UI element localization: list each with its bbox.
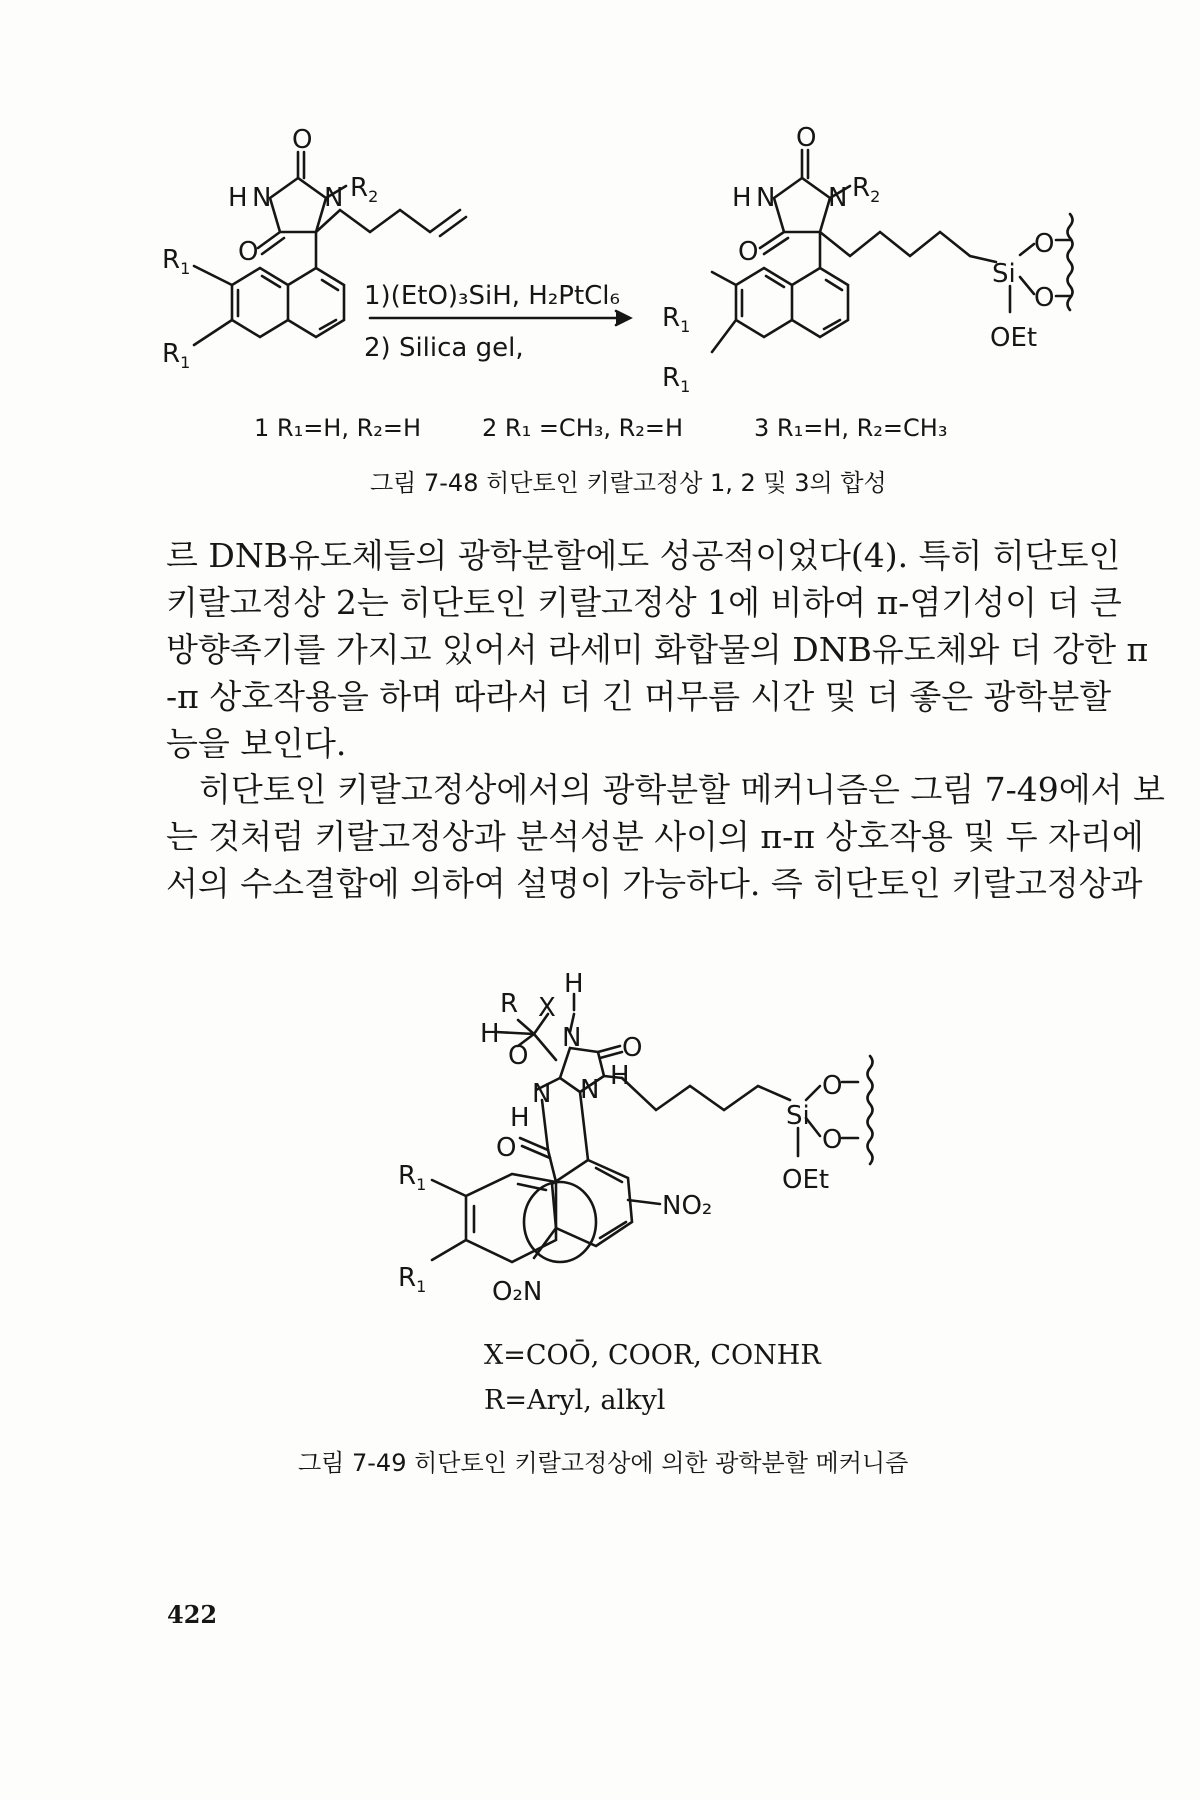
text-line: 서의 수소결합에 의하여 설명이 가능하다. 즉 히단토인 키랄고정상과 <box>166 864 1143 903</box>
x-definition: X=COŌ, COOR, CONHR <box>484 1340 821 1371</box>
compound-2-definition: 2 R₁ =CH₃, R₂=H <box>482 414 684 442</box>
text-line: 히단토인 키랄고정상에서의 광학분할 메커니즘은 그림 7-49에서 보 <box>166 770 1165 809</box>
r1-label: $R_1$ <box>662 303 691 336</box>
oxygen-atom: O <box>1034 229 1055 259</box>
compound-3-definition: 3 R₁=H, R₂=CH₃ <box>754 414 948 442</box>
oxygen-atom: O <box>496 1133 517 1163</box>
text-line: 르 DNB유도체들의 광학분할에도 성공적이었다(4). 특히 히단토인 <box>166 536 1121 575</box>
scheme-7-48 <box>0 0 1200 520</box>
nitrogen-atom: N <box>324 183 344 213</box>
text-line: -π 상호작용을 하며 따라서 더 긴 머무름 시간 및 더 좋은 광학분할 <box>166 677 1112 716</box>
r1-label: $R_1$ <box>398 1161 427 1194</box>
r2-label: $R_2$ <box>350 173 379 206</box>
reagent-step-1: 1)(EtO)₃SiH, H₂PtCl₆ <box>364 281 620 311</box>
ethoxy-group: OEt <box>782 1165 830 1195</box>
scheme-7-49 <box>0 960 1200 1380</box>
nitro-group: O₂N <box>492 1277 543 1307</box>
oxygen-atom: O <box>822 1071 843 1101</box>
oxygen-atom: O <box>622 1033 643 1063</box>
text-line: 는 것처럼 키랄고정상과 분석성분 사이의 π-π 상호작용 및 두 자리에 <box>166 817 1144 856</box>
oxygen-atom: O <box>796 123 817 153</box>
silicon-atom: Si <box>786 1101 810 1131</box>
hydrogen-atom: H <box>228 183 248 213</box>
hydrogen-atom: H <box>510 1103 530 1133</box>
figure-caption-7-49: 그림 7-49 히단토인 키랄고정상에 의한 광학분할 메커니즘 <box>298 1449 909 1477</box>
nitrogen-atom: N <box>580 1075 600 1105</box>
hydrogen-atom: H <box>564 969 584 999</box>
text-line: 능을 보인다. <box>166 724 347 763</box>
oxygen-atom: O <box>292 125 313 155</box>
nitrogen-atom: N <box>532 1079 552 1109</box>
nitrogen-atom: N <box>828 183 848 213</box>
paragraph-1 <box>166 532 1149 767</box>
ethoxy-group: OEt <box>990 323 1038 353</box>
oxygen-atom: O <box>508 1041 529 1071</box>
oxygen-atom: O <box>822 1125 843 1155</box>
nitrogen-atom: N <box>562 1023 582 1053</box>
r1-label: $R_1$ <box>162 245 191 278</box>
text-line: 키랄고정상 2는 히단토인 키랄고정상 1에 비하여 π-염기성이 더 큰 <box>166 583 1122 622</box>
r1-label: $R_1$ <box>398 1263 427 1296</box>
page-number: 422 <box>167 1600 218 1629</box>
compound-1-definition: 1 R₁=H, R₂=H <box>254 414 422 442</box>
oxygen-atom: O <box>1034 283 1055 313</box>
silicon-atom: Si <box>992 259 1016 289</box>
oxygen-atom: O <box>238 237 259 267</box>
nitro-group: NO₂ <box>662 1191 713 1221</box>
text-line: 방향족기를 가지고 있어서 라세미 화합물의 DNB유도체와 더 강한 π <box>166 630 1149 669</box>
hydrogen-atom: H <box>610 1061 630 1091</box>
x-group-label: X <box>538 993 556 1023</box>
hydrogen-atom: H <box>732 183 752 213</box>
figure-caption-7-48: 그림 7-48 히단토인 키랄고정상 1, 2 및 3의 합성 <box>370 469 887 497</box>
nitrogen-atom: N <box>252 183 272 213</box>
oxygen-atom: O <box>738 237 759 267</box>
r2-label: $R_2$ <box>852 173 881 206</box>
nitrogen-atom: N <box>756 183 776 213</box>
r-definition: R=Aryl, alkyl <box>484 1385 666 1416</box>
paragraph-2 <box>166 766 1165 907</box>
r1-label: $R_1$ <box>162 339 191 372</box>
r1-label: $R_1$ <box>662 363 691 396</box>
reagent-step-2: 2) Silica gel, <box>364 333 524 363</box>
r-group-label: R <box>500 989 519 1019</box>
hydrogen-atom: H <box>480 1019 500 1049</box>
